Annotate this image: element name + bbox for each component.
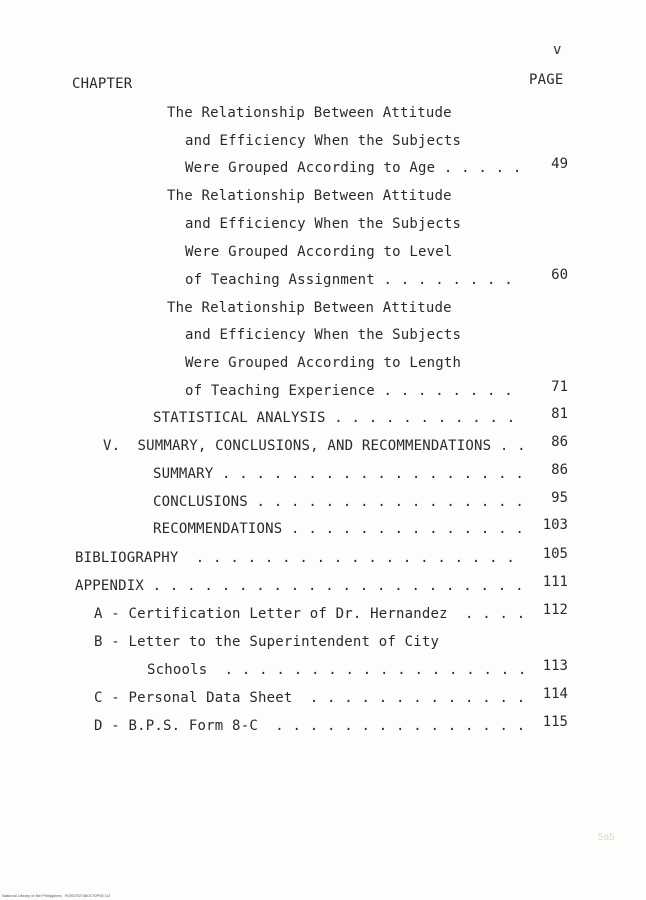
toc-page-number: 112 [542, 602, 568, 618]
toc-line: A - Certification Letter of Dr. Hernandez . . . . [94, 606, 526, 622]
toc-page-number: 60 [551, 267, 568, 283]
toc-page-number: 86 [551, 434, 568, 450]
toc-line: of Teaching Experience . . . . . . . . [185, 383, 513, 399]
toc-line: and Efficiency When the Subjects [185, 327, 462, 343]
chapter-heading: CHAPTER [72, 76, 133, 92]
toc-page-number: 113 [542, 658, 568, 674]
toc-page-number: 105 [542, 546, 568, 562]
toc-line: Schools . . . . . . . . . . . . . . . . . . [147, 662, 527, 678]
toc-page-number: 111 [542, 574, 568, 590]
toc-page-number: 86 [551, 462, 568, 478]
page-number: v [553, 42, 562, 58]
toc-line: RECOMMENDATIONS . . . . . . . . . . . . . . [153, 521, 525, 537]
toc-page-number: 103 [542, 517, 568, 533]
toc-line: C - Personal Data Sheet . . . . . . . . . . . . . [94, 690, 526, 706]
corner-mark: 5a5 [598, 832, 615, 843]
toc-line: Were Grouped According to Length [185, 355, 462, 371]
toc-line: Were Grouped According to Age . . . . . [185, 160, 522, 176]
scan-footer: National Library of the Philippines ROS0T0T4601T0P05 1/2 [2, 893, 111, 898]
toc-line: The Relationship Between Attitude [167, 105, 452, 121]
toc-page-number: 95 [551, 490, 568, 506]
toc-line: CONCLUSIONS . . . . . . . . . . . . . . . . [153, 494, 525, 510]
toc-line: BIBLIOGRAPHY . . . . . . . . . . . . . . . . . . . [75, 550, 516, 566]
toc-line: SUMMARY . . . . . . . . . . . . . . . . . . [153, 466, 525, 482]
toc-line: STATISTICAL ANALYSIS . . . . . . . . . . . [153, 410, 516, 426]
toc-line: V. SUMMARY, CONCLUSIONS, AND RECOMMENDATIONS . . [103, 438, 526, 454]
toc-page-number: 114 [542, 686, 568, 702]
toc-line: D - B.P.S. Form 8-C . . . . . . . . . . . . . . . [94, 718, 526, 734]
toc-page-number: 81 [551, 406, 568, 422]
toc-line: B - Letter to the Superintendent of City [94, 634, 440, 650]
toc-line: Were Grouped According to Level [185, 244, 453, 260]
toc-page-number: 71 [551, 379, 568, 395]
toc-line: and Efficiency When the Subjects [185, 216, 462, 232]
toc-page-number: 115 [542, 714, 568, 730]
toc-line: and Efficiency When the Subjects [185, 133, 462, 149]
page-heading: PAGE [529, 72, 564, 88]
toc-line: APPENDIX . . . . . . . . . . . . . . . . . . . . . . [75, 578, 524, 594]
toc-line: The Relationship Between Attitude [167, 188, 452, 204]
toc-line: The Relationship Between Attitude [167, 300, 452, 316]
toc-line: of Teaching Assignment . . . . . . . . [185, 272, 513, 288]
toc-page-number: 49 [551, 156, 568, 172]
